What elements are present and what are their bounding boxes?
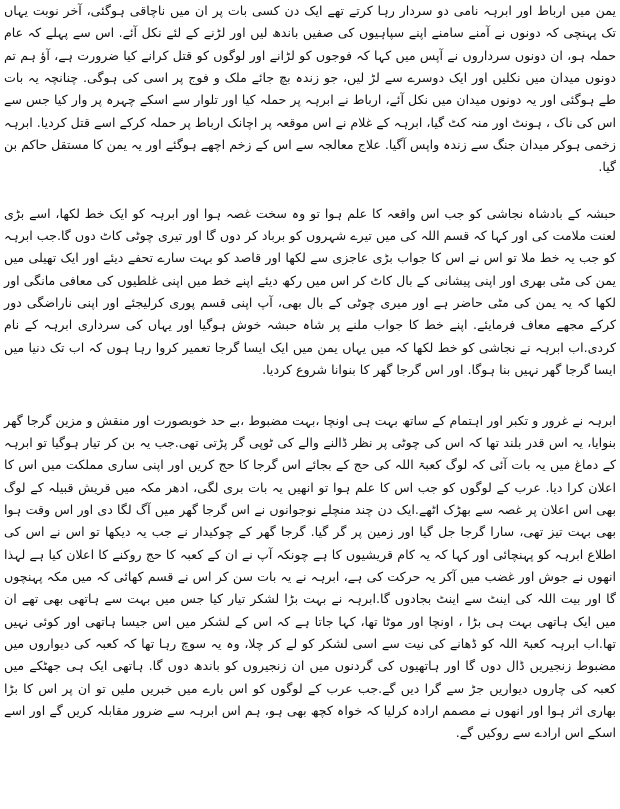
paragraph-1: یمن میں ارباط اور ابرہہ نامی دو سردار رہا کرتے تھے ایک دن کسی بات پر ان میں ناچاقی ہوگئی، آخر نوبت یہاں تک پہنچی کہ دونوں نے آمنے سامنے اپنے سپاہیوں کی صفیں باندھ لیں اور لڑنے کے لئے نکل آئے. اس سے پہلے کہ عام حملہ ہو، ان دونوں سرداروں نے آپس میں کہا کہ فوجوں کو لڑانے اور لوگوں کو قتل کرانے کیا ضرورت ہے، آؤ ہم تم دونوں میدان میں نکلیں اور ایک دوسرے سے لڑ لیں، جو زندہ بچ جائے ملک و فوج پر اسی کی ہوگی. چنانچہ یہ بات طے ہوگئی اور یہ دونوں میدان میں نکل آئے، ارباط نے ابرہہ پر حملہ کیا اور تلوار سے اسکے چہرہ پر وار کیا جس سے اس کی ناک ، ہونٹ اور منہ کٹ گیا، ابرہہ کے غلام نے اس موقعہ پر اچانک ارباط پر حملہ کرکے اسے قتل کردیا. ابرہہ زخمی ہوکر میدان جنگ سے زندہ واپس آگیا. علاج معالجہ سے اس کے زخم اچھے ہوگئے اور یہ یمن کا مستقل حاکم بن گیا. bbox=[4, 3, 616, 175]
paragraph-2: حبشہ کے بادشاہ نجاشی کو جب اس واقعہ کا علم ہوا تو وہ سخت غصہ ہوا اور ابرہہ کو ایک خط لکھا، اسے بڑی لعنت ملامت کی اور کہا کہ قسم اللہ کی میں تیرے شہروں کو برباد کر دوں گا اور تیری چوٹی کاٹ دوں گا.جب ابرہہ کو جب یہ خط ملا تو اس نے اس کا جواب بڑی عاجزی سے لکھا اور قاصد کو بہت سارے تحفے دیئے اور ایک تھیلی میں یمن کی مٹی بھری اور اپنی پیشانی کے بال کاٹ کر اس میں رکھ دیئے اپنے خط میں اپنی غلطیوں کی معافی مانگی اور لکھا کہ یہ یمن کی مٹی حاضر ہے اور میری چوٹی کے بال بھی، آپ اپنی قسم پوری کرلیجئے اور اپنی ناراضگی دور کرکے مجھے معاف فرمایئے. اپنے خط کا جواب ملنے پر شاہ حبشہ خوش ہوگیا اور یہاں کی سرداری ابرہہ کے نام کردی.اب ابرہہ نے نجاشی کو خط لکھا کہ میں یہاں یمن میں ایک ایسا گرجا تعمیر کروا رہا ہوں کہ اب تک دنیا میں ایسا گرجا گھر نہیں بنا ہوگا. اور اس گرجا گھر کا بنوانا شروع کردیا. bbox=[4, 205, 616, 378]
paragraph-3: ابرہہ نے غرور و تکبر اور اہتمام کے ساتھ بہت ہی اونچا ،بہت مضبوط ،بے حد خوبصورت اور منقش و مزین گرجا گھر بنوایا، یہ اس قدر بلند تھا کہ اس کی چوٹی پر نظر ڈالنے والے کی ٹوپی گر پڑتی تھی.جب یہ بن کر تیار ہوگیا تو ابرہہ کے دماغ میں یہ بات آئی کہ لوگ کعبۃ اللہ کی حج کے بجائے اس گرجا کا حج کریں اور اپنی ساری مملکت میں اس کا اعلان کرا دیا. عرب کے لوگوں کو جب اس کا علم ہوا تو انھیں یہ بات بری لگی، ادھر مکہ میں قریش قبیلہ کے لوگ بھی اس اعلان پر غصہ سے بھڑک اٹھے.ایک دن چند منچلے نوجوانوں نے اس گرجا گھر میں آگ لگا دی اور اس وقت ہوا بھی بہت تیز تھی، سارا گرجا جل گیا اور زمین پر گر گیا. گرجا گھر کے چوکیدار نے جب یہ دیکھا تو اس نے اس کی اطلاع ابرہہ کو پہنچائی اور کہا کہ یہ کام قریشیوں کا ہے چونکہ آپ نے ان کے کعبہ کا حج روکنے کا اعلان کیا ہے لہذا انھوں نے جوش اور غضب میں آکر یہ حرکت کی ہے، ابرہہ نے یہ بات سن کر اس نے قسم کھائی کہ میں مکہ پہنچوں گا اور بیت اللہ کی اینٹ سے اینٹ بجادوں گا.ابرہہ نے بہت بڑا لشکر تیار کیا جس میں بہت سے ہاتھی بھی تھے ان میں ایک ہاتھی بہت ہی بڑا ، اونچا اور موٹا تھا، کہا جاتا ہے کہ اس کے لشکر میں اس جیسا ہاتھی اور کوئی نہیں تھا.اب ابرہہ کعبۃ اللہ کو ڈھانے کی نیت سے اسی لشکر کو لے کر چلا، وہ یہ سوچ رہا تھا کہ کعبہ کی دیواروں میں مضبوط زنجیریں ڈال دوں گا اور ہاتھیوں کی گردنوں میں ان زنجیروں کو باندھ دوں گا. ہاتھی ایک ہی جھٹکے میں کعبہ کی چاروں دیواریں جڑ سے گرا دیں گے.جب عرب کے لوگوں کو اس بارے میں خبریں ملیں تو ان پر اس کا بڑا بھاری اثر ہوا اور انھوں نے مصمم ارادہ کرلیا کہ خواہ کچھ بھی ہو، ہم اس ابرہہ سے ضرور مقابلہ کریں گے اور اسے اسکے اس ارادے سے روکیں گے. bbox=[4, 412, 616, 741]
document-page bbox=[4, 0, 616, 809]
